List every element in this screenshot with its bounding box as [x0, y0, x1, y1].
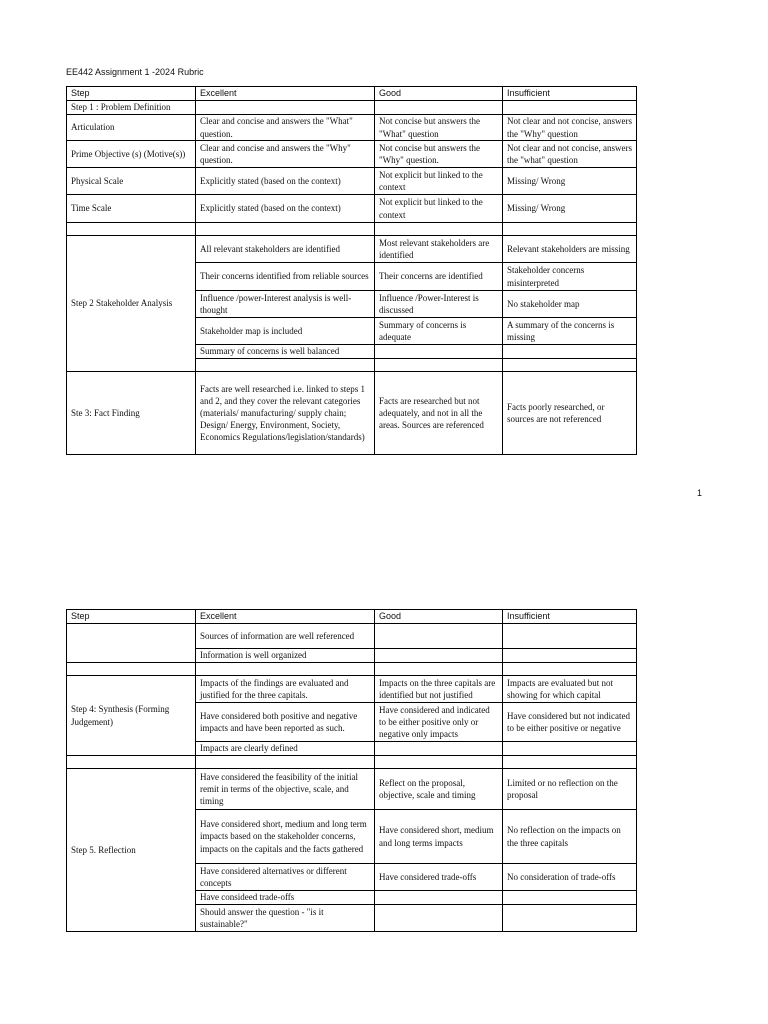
cell-excellent: Impacts are clearly defined: [196, 742, 375, 756]
cell-good: Reflect on the proposal, objective, scale and timing: [375, 769, 503, 810]
cell-insufficient: Have considered but not indicated to be either positive or negative: [503, 703, 637, 742]
cell-excellent: Have considered both positive and negative impacts and have been reported as such.: [196, 703, 375, 742]
cell-insufficient: Facts poorly researched, or sources are not referenced: [503, 372, 637, 455]
cell-insufficient: [503, 905, 637, 932]
cell-good: Facts are researched but not adequately, and not in all the areas. Sources are referenced: [375, 372, 503, 455]
cell-good: Not concise but answers the "What" question: [375, 115, 503, 141]
row-label: Articulation: [67, 115, 196, 141]
header-excellent: Excellent: [196, 87, 375, 101]
cell-good: Have considered trade-offs: [375, 864, 503, 891]
cell-insufficient: A summary of the concerns is missing: [503, 318, 637, 345]
row-label: Time Scale: [67, 195, 196, 223]
cell-excellent: Information is well organized: [196, 649, 375, 663]
rubric-table-2: [66, 609, 637, 932]
table-header-row: [67, 610, 637, 624]
cell-excellent: Stakeholder map is included: [196, 318, 375, 345]
cell-insufficient: No reflection on the impacts on the three capitals: [503, 810, 637, 864]
cell-good: Have considered short, medium and long terms impacts: [375, 810, 503, 864]
spacer-row: [67, 223, 637, 236]
cell-good: Not explicit but linked to the context: [375, 195, 503, 223]
cell-insufficient: Relevant stakeholders are missing: [503, 236, 637, 263]
table-row: [67, 372, 637, 455]
cell-good: [375, 905, 503, 932]
table-row: [67, 769, 637, 810]
cell-good: Not explicit but linked to the context: [375, 168, 503, 195]
cell-excellent: Have considered the feasibility of the initial remit in terms of the objective, scale, and timing: [196, 769, 375, 810]
cell-excellent: All relevant stakeholders are identified: [196, 236, 375, 263]
table-row: [67, 168, 637, 195]
header-excellent: Excellent: [196, 610, 375, 624]
step3-label: Ste 3: Fact Finding: [67, 372, 196, 455]
cell-insufficient: Not clear and not concise, answers the "Why" question: [503, 115, 637, 141]
cell-insufficient: Not clear and not concise, answers the "what" question: [503, 141, 637, 168]
cell-good: Most relevant stakeholders are identified: [375, 236, 503, 263]
cell-good: Summary of concerns is adequate: [375, 318, 503, 345]
cell-good: Not concise but answers the "Why" question.: [375, 141, 503, 168]
cell-good: Impacts on the three capitals are identified but not justified: [375, 676, 503, 703]
page-number: 1: [697, 488, 703, 498]
cell-insufficient: No consideration of trade-offs: [503, 864, 637, 891]
header-step: Step: [67, 610, 196, 624]
cell-insufficient: Impacts are evaluated but not showing for which capital: [503, 676, 637, 703]
table-row: [67, 236, 637, 263]
cell-excellent: Should answer the question - "is it sustainable?": [196, 905, 375, 932]
cell-excellent: Clear and concise and answers the "Why" question.: [196, 141, 375, 168]
cell-insufficient: Missing/ Wrong: [503, 195, 637, 223]
cell-insufficient: [503, 891, 637, 905]
cell-excellent: Explicitly stated (based on the context): [196, 168, 375, 195]
cell-excellent: Clear and concise and answers the "What" question.: [196, 115, 375, 141]
cell-excellent: Their concerns identified from reliable sources: [196, 263, 375, 291]
table-row: [67, 115, 637, 141]
cell-insufficient: [503, 345, 637, 359]
cell-excellent: Have considered short, medium and long term impacts based on the stakeholder concerns, impacts on the capitals and the facts gathered: [196, 810, 375, 864]
cell-insufficient: [503, 742, 637, 756]
row-label: Physical Scale: [67, 168, 196, 195]
cell-good: [375, 345, 503, 359]
step5-label: Step 5. Reflection: [67, 769, 196, 932]
cell-insufficient: Limited or no reflection on the proposal: [503, 769, 637, 810]
step4-label: Step 4: Synthesis (Forming Judgement): [67, 676, 196, 756]
rubric-table-1: [66, 86, 637, 455]
cell-good: [375, 891, 503, 905]
cell-excellent: Sources of information are well referenced: [196, 624, 375, 649]
row-label: Prime Objective (s) (Motive(s)): [67, 141, 196, 168]
cell-excellent: Facts are well researched i.e. linked to steps 1 and 2, and they cover the relevant categories (materials/ manufacturing/ supply chain; Design/ Energy, Environment, Society, Economics Regulations/legislation/standards): [196, 372, 375, 455]
cell-insufficient: Stakeholder concerns misinterpreted: [503, 263, 637, 291]
cell-good: Their concerns are identified: [375, 263, 503, 291]
cell-excellent: Summary of concerns is well balanced: [196, 345, 375, 359]
table-row: [67, 624, 637, 649]
cell-excellent: Explicitly stated (based on the context): [196, 195, 375, 223]
cell-excellent: Influence /power-Interest analysis is well-thought: [196, 291, 375, 318]
table-row: [67, 195, 637, 223]
document-title: EE442 Assignment 1 -2024 Rubric: [66, 67, 204, 77]
table-row: [67, 676, 637, 703]
spacer-row: [67, 756, 637, 769]
header-good: Good: [375, 610, 503, 624]
table-header-row: [67, 87, 637, 101]
cell-insufficient: Missing/ Wrong: [503, 168, 637, 195]
step2-label: Step 2 Stakeholder Analysis: [67, 236, 196, 372]
cell-good: Influence /Power-Interest is discussed: [375, 291, 503, 318]
header-step: Step: [67, 87, 196, 101]
cell-good: Have considered and indicated to be either positive only or negative only impacts: [375, 703, 503, 742]
spacer-row: [67, 663, 637, 676]
header-insufficient: Insufficient: [503, 87, 637, 101]
step1-label: Step 1 : Problem Definition: [67, 101, 196, 115]
table-row: [67, 141, 637, 168]
table-row: [67, 101, 637, 115]
header-good: Good: [375, 87, 503, 101]
cell-excellent: Have consideed trade-offs: [196, 891, 375, 905]
cell-excellent: Have considered alternatives or different concepts: [196, 864, 375, 891]
header-insufficient: Insufficient: [503, 610, 637, 624]
cell-insufficient: No stakeholder map: [503, 291, 637, 318]
cell-good: [375, 742, 503, 756]
cell-excellent: Impacts of the findings are evaluated and justified for the three capitals.: [196, 676, 375, 703]
